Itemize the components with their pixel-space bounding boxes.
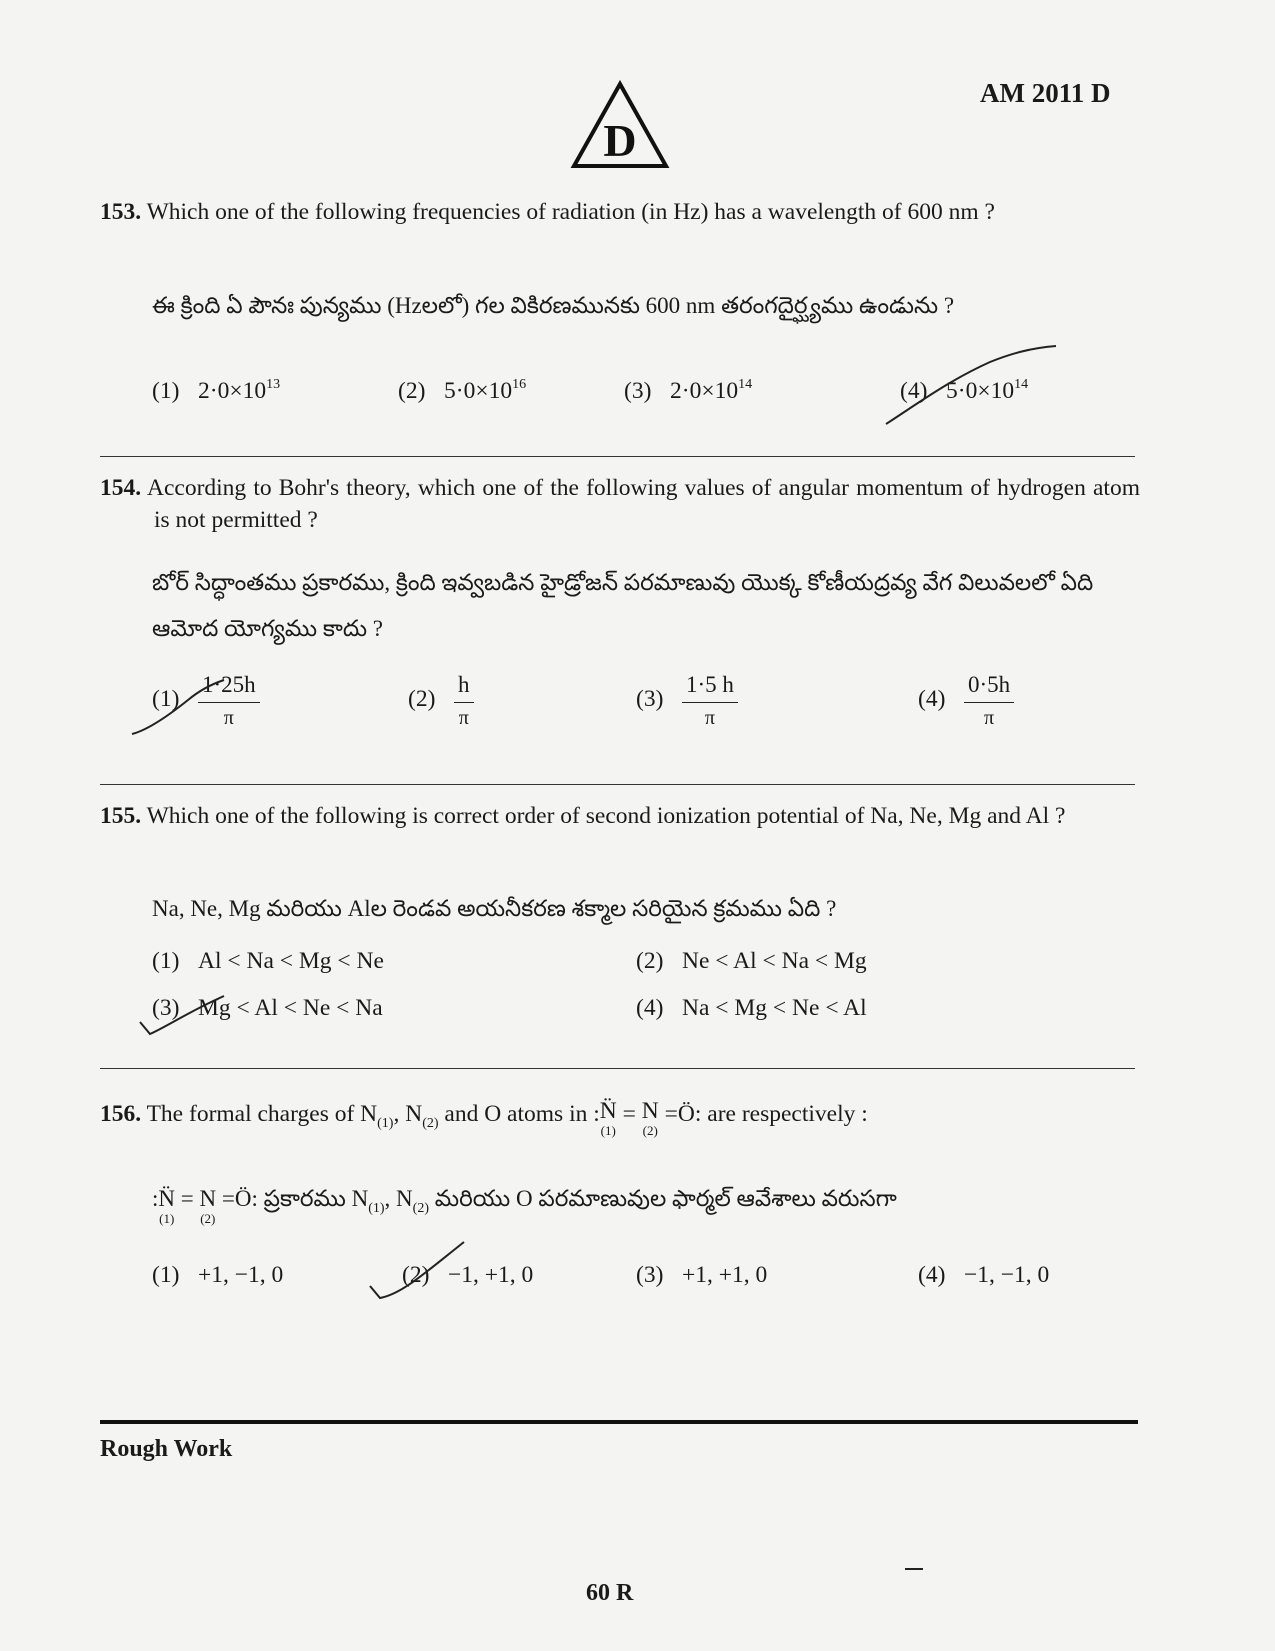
- option-153-3[interactable]: (3) $2\cdot 0\times 10^{14}$: [624, 377, 753, 404]
- question-155-telugu: Na, Ne, Mg మరియు Alల రెండవ అయనీకరణ శక్మాల సరియైన క్రమము ఏది ?: [152, 896, 837, 921]
- divider: [100, 456, 1135, 457]
- option-153-4[interactable]: (4) $5\cdot 0\times 10^{14}$: [900, 377, 1029, 404]
- page-number: 60 R: [586, 1580, 634, 1606]
- option-154-3[interactable]: (3) $\frac{1\cdot 5 h}{\pi}$: [636, 672, 738, 730]
- divider: [100, 784, 1135, 785]
- paper-code: AM 2011 D: [980, 78, 1111, 108]
- rough-work-divider: [100, 1420, 1138, 1424]
- question-text: Which one of the following frequencies of radiation (in Hz) has a wavelength of 600 nm ?: [146, 199, 995, 225]
- question-153-telugu: ఈ క్రింది ఏ పౌనః పున్యము (Hzలలో) గల వికిరణమునకు 600 nm తరంగదైర్ఘ్యము ఉండును ?: [152, 293, 955, 318]
- option-156-3[interactable]: (3) +1, +1, 0: [636, 1262, 768, 1288]
- question-155-english: [100, 800, 1140, 832]
- question-156-english: 156. The formal charges of $N_{(1)}$, $N_{(2)}$ and O atoms in : N̈ (1) = N (2) =Ö: are respectively :: [100, 1098, 868, 1138]
- question-154-telugu: బోర్ సిద్ధాంతము ప్రకారము, క్రింది ఇవ్వబడిన హైడ్రోజన్ పరమాణువు యొక్క కోణీయద్రవ్య వేగ విలువలలో ఏది ఆమోద యోగ్యము కాదు ?: [152, 570, 1094, 641]
- series-d-triangle-logo: [570, 80, 670, 172]
- option-155-2[interactable]: (2) Ne < Al < Na < Mg: [636, 948, 867, 974]
- option-156-1[interactable]: (1) +1, −1, 0: [152, 1262, 284, 1288]
- option-156-2[interactable]: (2) −1, +1, 0: [402, 1262, 534, 1288]
- option-155-3[interactable]: (3) Mg < Al < Ne < Na: [152, 995, 383, 1021]
- option-154-2[interactable]: (2) $\frac{h}{\pi}$: [408, 672, 474, 730]
- question-153-english: [100, 196, 1140, 228]
- question-text: Which one of the following is correct order of second ionization potential of Na, Ne, Mg and Al ?: [146, 803, 1066, 829]
- rough-work-label: Rough Work: [100, 1436, 233, 1462]
- option-153-2[interactable]: (2) $5\cdot 0\times 10^{16}$: [398, 377, 527, 404]
- question-number: 156.: [100, 1101, 142, 1127]
- option-155-4[interactable]: (4) Na < Mg < Ne < Al: [636, 995, 867, 1021]
- question-number: 153.: [100, 199, 142, 225]
- question-number: 155.: [100, 803, 142, 829]
- question-text: According to Bohr's theory, which one of the following values of angular momentum of hydrogen atom is not permitted ?: [146, 475, 1140, 533]
- question-154-english: [100, 472, 1140, 536]
- question-number: 154.: [100, 475, 142, 501]
- series-letter: D: [603, 115, 637, 166]
- nitrogen-2: N (2): [641, 1098, 659, 1138]
- option-154-1[interactable]: (1) $\frac{1\cdot 25h}{\pi}$: [152, 672, 260, 730]
- option-155-1[interactable]: (1) Al < Na < Mg < Ne: [152, 948, 384, 974]
- stray-mark: [905, 1568, 923, 1570]
- nitrogen-1: N̈ (1): [599, 1098, 617, 1138]
- option-153-1[interactable]: (1) $2\cdot 0\times 10^{13}$: [152, 377, 281, 404]
- question-156-telugu: : N̈ (1) = N (2) =Ö: ప్రకారము $N_{(1)}$, $N_{(2)}$ మరియు O పరమాణువుల ఫార్మల్ ఆవేశాలు వరుసగా: [152, 1186, 897, 1226]
- option-154-4[interactable]: (4) $\frac{0\cdot 5h}{\pi}$: [918, 672, 1014, 730]
- option-156-4[interactable]: (4) −1, −1, 0: [918, 1262, 1050, 1288]
- divider: [100, 1068, 1135, 1069]
